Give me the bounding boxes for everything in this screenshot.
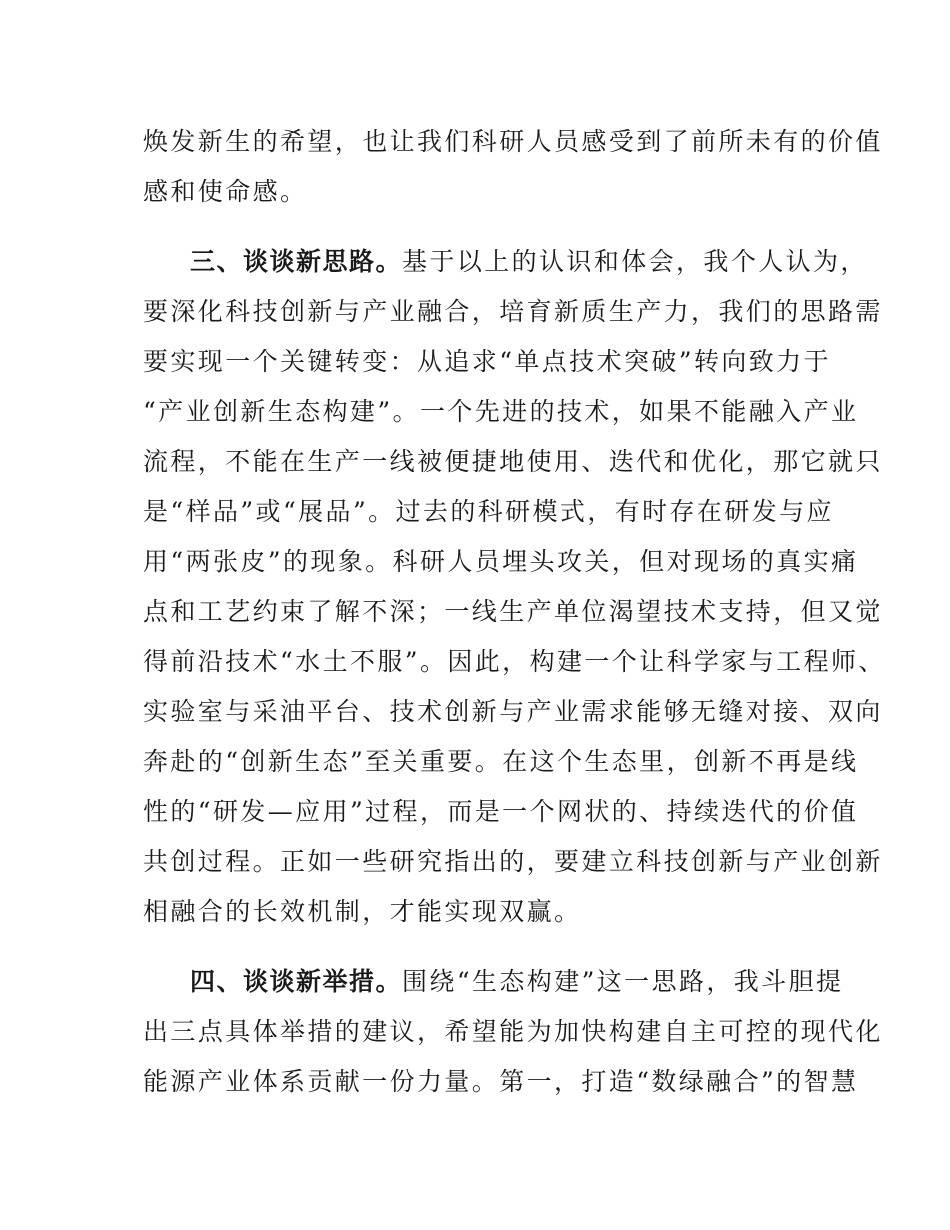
paragraph-line: 性的“研发—应用”过程，而是一个网状的、持续迭代的价值	[143, 797, 859, 826]
paragraph-line: 要实现一个关键转变：从追求“单点技术突破”转向致力于	[143, 347, 831, 376]
section-heading-4: 四、谈谈新举措。	[190, 967, 403, 996]
paragraph-line: 出三点具体举措的建议，希望能为加快构建自主可控的现代化	[143, 1017, 883, 1046]
paragraph-first-line	[190, 962, 843, 1002]
paragraph-line: 奔赴的“创新生态”至关重要。在这个生态里，创新不再是线	[143, 747, 859, 776]
paragraph-line: 实验室与采油平台、技术创新与产业需求能够无缝对接、双向	[143, 697, 883, 726]
paragraph-line: 要深化科技创新与产业融合，培育新质生产力，我们的思路需	[143, 297, 883, 326]
paragraph-line: 能源产业体系贡献一份力量。第一，打造“数绿融合”的智慧	[143, 1067, 859, 1096]
paragraph-line: 共创过程。正如一些研究指出的，要建立科技创新与产业创新	[143, 847, 883, 876]
paragraph-line: 得前沿技术“水土不服”。因此，构建一个让科学家与工程师、	[143, 647, 886, 676]
paragraph-line: 感和使命感。	[143, 177, 308, 206]
paragraph-line: 相融合的长效机制，才能实现双赢。	[143, 897, 582, 926]
paragraph-text: 基于以上的认识和体会，我个人认为，	[402, 247, 868, 276]
paragraph-line: 焕发新生的希望，也让我们科研人员感受到了前所未有的价值	[143, 127, 883, 156]
section-heading-3: 三、谈谈新思路。	[190, 247, 403, 276]
paragraph-line: 用“两张皮”的现象。科研人员埋头攻关，但对现场的真实痛	[143, 547, 859, 576]
paragraph-line: “产业创新生态构建”。一个先进的技术，如果不能融入产业	[143, 397, 859, 426]
paragraph-line: 是“样品”或“展品”。过去的科研模式，有时存在研发与应	[143, 497, 834, 526]
paragraph-line: 流程，不能在生产一线被便捷地使用、迭代和优化，那它就只	[143, 447, 883, 476]
paragraph-first-line	[190, 242, 868, 282]
paragraph-text: 围绕“生态构建”这一思路，我斗胆提	[402, 967, 844, 996]
paragraph-line: 点和工艺约束了解不深；一线生产单位渴望技术支持，但又觉	[143, 597, 883, 626]
